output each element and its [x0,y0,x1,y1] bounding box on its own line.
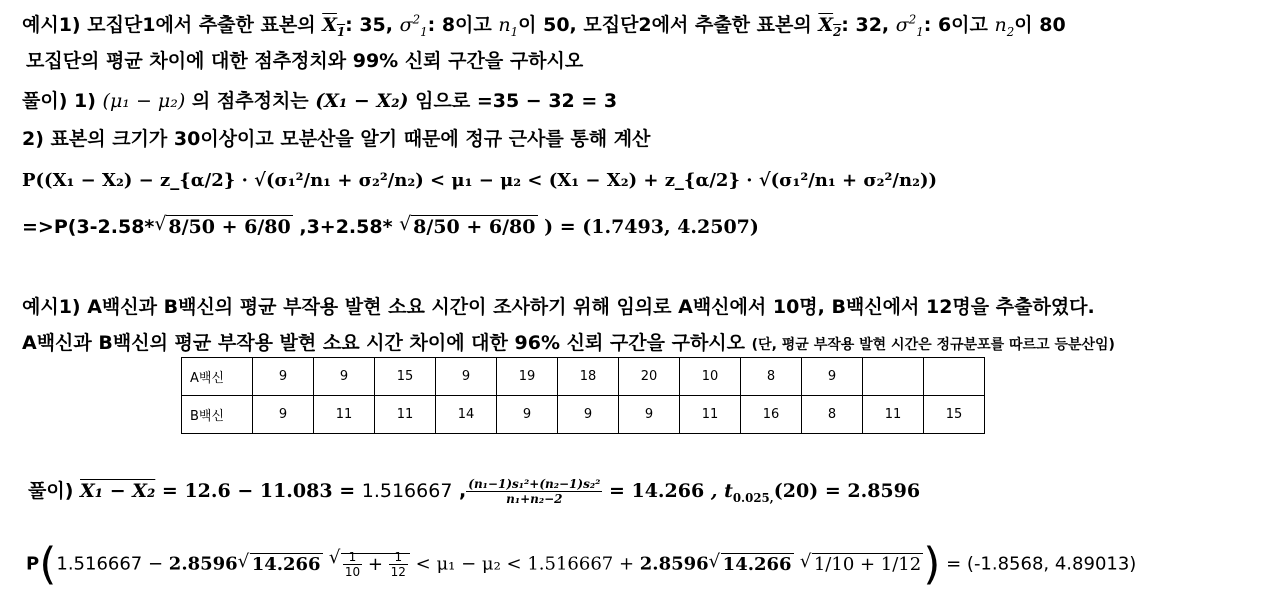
sol-diff: X₁ − X₂ [80,480,156,502]
f1d: 10 [344,565,361,579]
sqrt-2-content: 8/50 + 6/80 [413,216,536,238]
sigma1-sup: 2 [412,12,421,27]
table-cell: 9 [497,396,558,434]
ci-sqrt-sp2 [709,554,794,575]
table-cell: 9 [619,396,680,434]
row-label: A백신 [182,358,253,396]
n1 [498,14,519,39]
ci-sqrt-r-content: 1/10 + 1/12 [813,553,922,575]
table-cell: 11 [375,396,436,434]
sigma2-sup: 2 [908,12,917,27]
n2-sub: 2 [1006,24,1015,39]
ex1-line2: 모집단의 평균 차이에 대한 점추정치와 99% 신뢰 구간을 구하시오 [26,50,584,72]
ci-mid: < μ₁ − μ₂ < 1.516667 + [409,553,640,575]
sigma2-sub: 1 [916,24,924,39]
sqrt-2 [399,216,537,238]
ex1-l1-mid2: : 8이고 [427,14,499,36]
ci-sp2: 14.266 [722,553,792,575]
n2-letter: n [994,14,1007,36]
table-cell: 9 [436,358,497,396]
sol-prefix: 풀이) [28,480,81,502]
f2n: 1 [389,550,408,565]
table-cell: 9 [253,358,314,396]
table-cell: 15 [924,396,985,434]
f1n: √ 1 [343,550,362,565]
table-row [182,358,985,396]
result-mid: ,3+2.58* [292,216,400,238]
sigma1-sub: 1 [420,24,428,39]
pooled-var-frac [466,477,602,506]
ex1-l3-mid: 의 점추정치는 [185,90,316,112]
result-prefix: =>P(3-2.58* [22,216,155,238]
sigma1 [399,12,428,39]
table-cell [863,358,924,396]
ci-rparen: ) [923,538,941,590]
frac-num: (n₁−1)s₁²+(n₂−1)s₂² [468,477,601,491]
sigma2 [895,12,924,39]
table-cell: 8 [802,396,863,434]
sigma2-letter: σ [895,14,909,36]
sol-tsub: 0.025, [732,490,774,505]
ci-t: 2.8596 [168,553,238,575]
frac-1-10 [343,550,362,579]
ex1-l3-prefix: 풀이) 1) [22,90,103,112]
table-cell [924,358,985,396]
table-cell: 18 [558,358,619,396]
row-label: B백신 [182,396,253,434]
table-cell: 9 [802,358,863,396]
ex2-l2-note: (단, 평균 부작용 발현 시간은 정규분포를 따르고 등분산임) [751,337,1115,353]
table-cell: 9 [253,396,314,434]
sigma1-letter: σ [399,14,413,36]
ci-sp: 14.266 [251,553,321,575]
ex2-line2 [22,328,1115,355]
x1-bar [322,14,346,39]
ci-end: = (-1.8568, 4.89013) [940,553,1137,575]
data-table [181,357,985,434]
sol-val1: 1.516667 [361,480,453,502]
ex1-l1-prefix: 예시1) 모집단1에서 추출한 표본의 [22,14,323,36]
n2 [994,14,1015,39]
table-cell: 9 [314,358,375,396]
table-cell: 11 [314,396,375,434]
sol-t: , t [704,480,733,502]
ci-sqrt-frac: √ $\frac{1}{10}$ + $\frac{1}{12}$ [329,550,410,579]
ci-lparen: ( [39,538,57,590]
ex1-l1-mid3: 이 50, 모집단2에서 추출한 표본의 [518,14,819,36]
mu-diff: (μ₁ − μ₂) [102,90,186,112]
ex2-l2-text: A백신과 B백신의 평균 부작용 발현 소요 시간 차이에 대한 96% 신뢰 구간을 구하시오 [22,332,746,354]
x2-sub: 2 [833,24,842,39]
ex2-ci [26,538,1137,590]
ex1-line4: 2) 표본의 크기가 30이상이고 모분산을 알기 때문에 정규 근사를 통해 계산 [22,128,651,150]
table-cell: 15 [375,358,436,396]
x2-bar [818,14,842,39]
ex1-line3 [22,86,617,113]
ex1-l1-end: 이 80 [1014,14,1066,36]
n1-sub: 1 [510,24,519,39]
ex2-line1: 예시1) A백신과 B백신의 평균 부작용 발현 소요 시간이 조사하기 위해 임의로 A백신에서 10명, B백신에서 12명을 추출하였다. [22,296,1095,318]
ex1-l3-end: 임으로 =35 − 32 = 3 [408,90,618,112]
x2-letter: X [818,14,834,36]
frac-1-12 [389,550,408,579]
ci-formula: P((X₁ − X₂) − z_{α/2} · √(σ₁²/n₁ + σ₂²/n₂) < μ₁ − μ₂ < (X₁ − X₂) + z_{α/2} · √(σ₁²/n₁ + σ₂²/n₂)) [22,170,937,191]
sol-comma: , [452,480,467,502]
ci-sqrt-r [800,554,923,575]
ex1-l1-mid4: : 32, [841,14,896,36]
table-cell: 8 [741,358,802,396]
table-row [182,396,985,434]
x1-letter: X [322,14,337,36]
ci-sqrt-sp [238,554,323,575]
table-cell: 14 [436,396,497,434]
result-end: ) = (1.7493, 4.2507) [537,216,759,238]
f2d: 12 [390,565,406,579]
frac-den: n₁+n₂−2 [506,492,563,506]
sol-tend: (20) = 2.8596 [773,480,921,502]
ci-left: 1.516667 − [56,553,169,575]
xbar-diff: (X₁ − X₂) [315,90,409,112]
x1-sub: 1 [336,24,346,39]
table-cell: 20 [619,358,680,396]
sqrt-1-content: 8/50 + 6/80 [168,216,291,238]
n1-letter: n [498,14,511,36]
table-cell: 11 [863,396,924,434]
table-cell: 9 [558,396,619,434]
ex1-l1-mid1: : 35, [345,14,400,36]
sol-eq1: = 12.6 − 11.083 = [155,480,362,502]
table-cell: 19 [497,358,558,396]
sqrt-1 [154,216,292,238]
table-cell: 10 [680,358,741,396]
ex2-sol [28,476,920,506]
ci-t2: 2.8596 [639,553,709,575]
table-cell: 16 [741,396,802,434]
ex1-line1 [22,10,1066,39]
ex1-l1-mid5: : 6이고 [923,14,995,36]
ci-p: P [26,553,40,575]
ex1-result [22,216,759,238]
table-cell: 11 [680,396,741,434]
sol-eq2: = 14.266 [602,480,705,502]
